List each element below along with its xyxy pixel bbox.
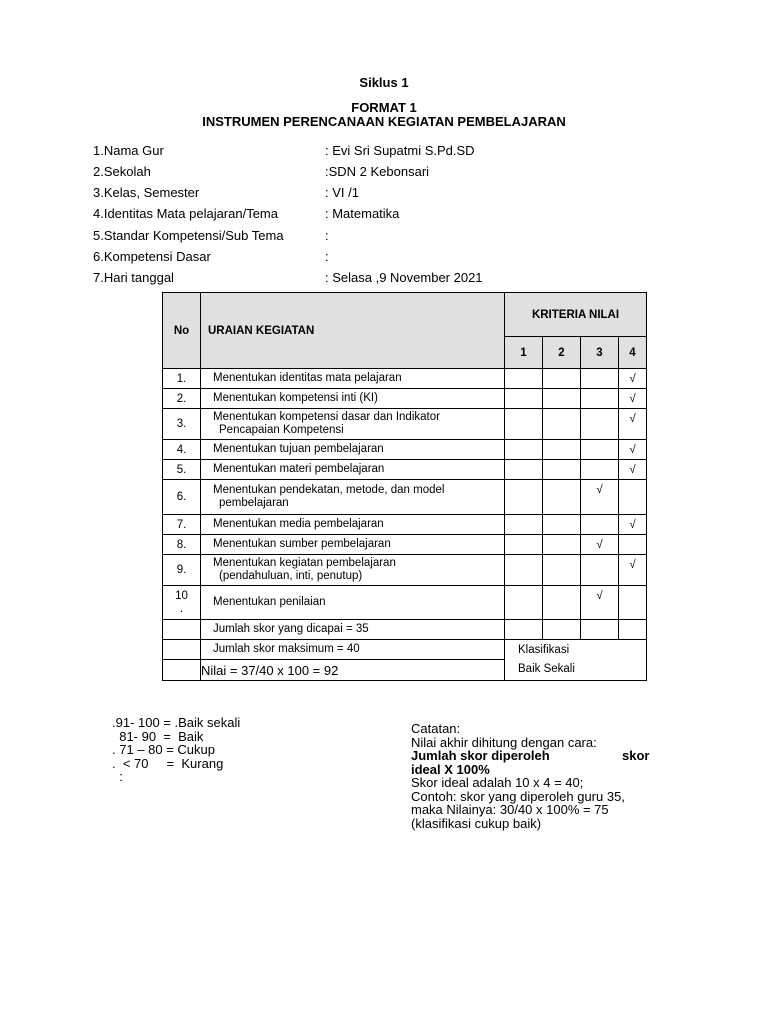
notes-line: maka Nilainya: 30/40 x 100% = 75 — [411, 802, 609, 817]
table-row — [163, 440, 647, 460]
notes-title: Catatan: — [411, 721, 461, 736]
check-mark-icon: √ — [629, 464, 636, 476]
activity-text: Menentukan kompetensi dasar dan Indikator — [213, 411, 440, 423]
score-cell-2 — [543, 460, 581, 480]
empty-cell — [581, 620, 619, 640]
identity-row — [93, 228, 613, 244]
header-kriteria: KRITERIA NILAI — [505, 293, 647, 337]
legend-item: . 71 – 80 = Cukup — [112, 742, 215, 757]
score-cell-3 — [581, 369, 619, 389]
score-cell-1 — [505, 515, 543, 535]
header-no: No — [163, 293, 201, 369]
legend-item: 81- 90 = Baik — [112, 728, 204, 744]
score-cell-1 — [505, 389, 543, 409]
activity-text: Menentukan media pembelajaran — [213, 518, 384, 530]
activity-text: Menentukan identitas mata pelajaran — [213, 372, 402, 384]
identity-row — [93, 249, 613, 265]
score-legend — [112, 716, 240, 784]
score-cell-1 — [505, 555, 543, 586]
table-row — [163, 389, 647, 409]
check-mark-icon: √ — [629, 519, 636, 531]
score-cell-4 — [619, 460, 647, 480]
legend-item: : — [112, 769, 123, 784]
score-cell-4 — [619, 389, 647, 409]
score-cell-3 — [581, 440, 619, 460]
score-cell-3 — [581, 460, 619, 480]
check-mark-icon: √ — [596, 484, 603, 496]
cycle-label: Siklus 1 — [359, 75, 409, 90]
activity-text: Menentukan kegiatan pembelajaran — [213, 557, 396, 569]
identity-label: 6.Kompetensi Dasar — [93, 249, 211, 264]
table-row — [163, 480, 647, 515]
empty-cell — [505, 620, 543, 640]
score-cell-1 — [505, 535, 543, 555]
row-activity — [201, 409, 505, 440]
score-cell-2 — [543, 480, 581, 515]
header-score-4: 4 — [619, 337, 647, 369]
check-mark-icon: √ — [596, 539, 603, 551]
table-row — [163, 369, 647, 389]
notes-formula-denominator: ideal X 100% — [411, 761, 490, 777]
check-mark-icon: √ — [629, 559, 636, 571]
identity-label: 5.Standar Kompetensi/Sub Tema — [93, 228, 284, 243]
table-row — [163, 535, 647, 555]
identity-value: : — [325, 228, 329, 243]
identity-label: 1.Nama Gur — [93, 143, 164, 158]
identity-value: : Evi Sri Supatmi S.Pd.SD — [325, 143, 475, 158]
check-mark-icon: √ — [629, 373, 636, 385]
score-cell-4 — [619, 515, 647, 535]
row-activity — [201, 440, 505, 460]
score-cell-4 — [619, 440, 647, 460]
identity-row — [93, 143, 613, 159]
check-mark-icon: √ — [629, 444, 636, 456]
identity-label: 2.Sekolah — [93, 164, 151, 179]
activity-text-continued: (pendahuluan, inti, penutup) — [219, 570, 363, 582]
empty-cell — [543, 620, 581, 640]
format-label: FORMAT 1 — [351, 100, 417, 115]
identity-label: 4.Identitas Mata pelajaran/Tema — [93, 206, 278, 221]
score-cell-3 — [581, 409, 619, 440]
score-cell-4 — [619, 535, 647, 555]
score-cell-3 — [581, 389, 619, 409]
empty-cell — [619, 620, 647, 640]
classification-cell — [505, 640, 647, 681]
row-number — [163, 586, 201, 620]
row-number: 2. — [163, 389, 201, 409]
row-number-text: 10 — [175, 589, 188, 602]
header-score-2: 2 — [543, 337, 581, 369]
score-cell-2 — [543, 369, 581, 389]
identity-row — [93, 206, 613, 222]
score-cell-3 — [581, 535, 619, 555]
check-mark-icon: √ — [629, 393, 636, 405]
notes-section — [411, 722, 661, 830]
header-uraian: URAIAN KEGIATAN — [201, 293, 505, 369]
notes-line: Contoh: skor yang diperoleh guru 35, — [411, 788, 625, 804]
total-score-maximum: Jumlah skor maksimum = 40 — [201, 640, 505, 660]
identity-label: 7.Hari tanggal — [93, 270, 174, 285]
row-number: 5. — [163, 460, 201, 480]
table-row — [163, 409, 647, 440]
score-cell-2 — [543, 409, 581, 440]
identity-value: : VI /1 — [325, 185, 359, 200]
score-cell-1 — [505, 369, 543, 389]
document-title: INSTRUMEN PERENCANAAN KEGIATAN PEMBELAJARAN — [202, 114, 566, 129]
empty-cell — [163, 640, 201, 660]
table-row — [163, 555, 647, 586]
legend-item: . < 70 = Kurang — [112, 755, 224, 771]
total-score-achieved: Jumlah skor yang dicapai = 35 — [201, 620, 505, 640]
identity-value: : — [325, 249, 329, 264]
assessment-table — [162, 292, 647, 681]
score-cell-1 — [505, 480, 543, 515]
identity-row — [93, 185, 613, 201]
identity-row — [93, 164, 613, 180]
row-number: 1. — [163, 369, 201, 389]
score-cell-1 — [505, 440, 543, 460]
legend-item: .91- 100 = .Baik sekali — [112, 715, 241, 730]
notes-formula-numerator: Jumlah skor diperoleh — [411, 748, 550, 763]
score-cell-3 — [581, 555, 619, 586]
row-activity — [201, 389, 505, 409]
score-cell-2 — [543, 389, 581, 409]
score-cell-3 — [581, 515, 619, 535]
row-number: 9. — [163, 555, 201, 586]
identity-row — [93, 270, 613, 286]
notes-line: Skor ideal adalah 10 x 4 = 40; — [411, 775, 584, 790]
score-cell-3 — [581, 480, 619, 515]
score-cell-1 — [505, 460, 543, 480]
notes-formula — [411, 749, 661, 763]
score-cell-2 — [543, 515, 581, 535]
score-cell-1 — [505, 586, 543, 620]
score-cell-2 — [543, 586, 581, 620]
score-cell-4 — [619, 480, 647, 515]
row-activity — [201, 586, 505, 620]
summary-row-achieved — [163, 620, 647, 640]
classification-value: Baik Sekali — [518, 663, 575, 675]
score-cell-4 — [619, 409, 647, 440]
identity-value: : Matematika — [325, 206, 400, 221]
row-number: 8. — [163, 535, 201, 555]
score-cell-4 — [619, 586, 647, 620]
activity-text: Menentukan tujuan pembelajaran — [213, 443, 384, 455]
activity-text-continued: Pencapaian Kompetensi — [219, 424, 344, 436]
empty-cell — [163, 660, 201, 681]
row-activity — [201, 369, 505, 389]
table-row — [163, 515, 647, 535]
score-cell-1 — [505, 409, 543, 440]
check-mark-icon: √ — [629, 413, 636, 425]
notes-formula-skor: skor — [622, 748, 650, 763]
score-cell-2 — [543, 555, 581, 586]
score-cell-2 — [543, 440, 581, 460]
table-row — [163, 586, 647, 620]
identity-label: 3.Kelas, Semester — [93, 185, 200, 200]
check-mark-icon: √ — [596, 590, 603, 602]
row-activity — [201, 535, 505, 555]
row-activity — [201, 515, 505, 535]
empty-cell — [163, 620, 201, 640]
header-score-1: 1 — [505, 337, 543, 369]
notes-line: Nilai akhir dihitung dengan cara: — [411, 734, 597, 750]
row-number: 7. — [163, 515, 201, 535]
identity-value: :SDN 2 Kebonsari — [325, 164, 430, 179]
row-number-suffix: . — [179, 602, 184, 615]
header-score-3: 3 — [581, 337, 619, 369]
final-grade: Nilai = 37/40 x 100 = 92 — [201, 660, 505, 681]
activity-text: Menentukan penilaian — [213, 596, 326, 608]
row-number: 4. — [163, 440, 201, 460]
row-activity — [201, 555, 505, 586]
classification-label: Klasifikasi — [518, 644, 570, 656]
activity-text: Menentukan kompetensi inti (KI) — [213, 392, 378, 404]
score-cell-4 — [619, 369, 647, 389]
row-number: 6. — [163, 480, 201, 515]
score-cell-4 — [619, 555, 647, 586]
activity-text: Menentukan pendekatan, metode, dan model — [213, 484, 445, 496]
row-activity — [201, 460, 505, 480]
score-cell-3 — [581, 586, 619, 620]
notes-line: (klasifikasi cukup baik) — [411, 815, 542, 831]
row-activity — [201, 480, 505, 515]
table-row — [163, 460, 647, 480]
row-number: 3. — [163, 409, 201, 440]
summary-row-maximum — [163, 640, 647, 660]
activity-text: Menentukan materi pembelajaran — [213, 463, 385, 475]
score-cell-2 — [543, 535, 581, 555]
identity-value: : Selasa ,9 November 2021 — [325, 270, 483, 285]
activity-text-continued: pembelajaran — [219, 497, 289, 509]
activity-text: Menentukan sumber pembelajaran — [213, 538, 391, 550]
